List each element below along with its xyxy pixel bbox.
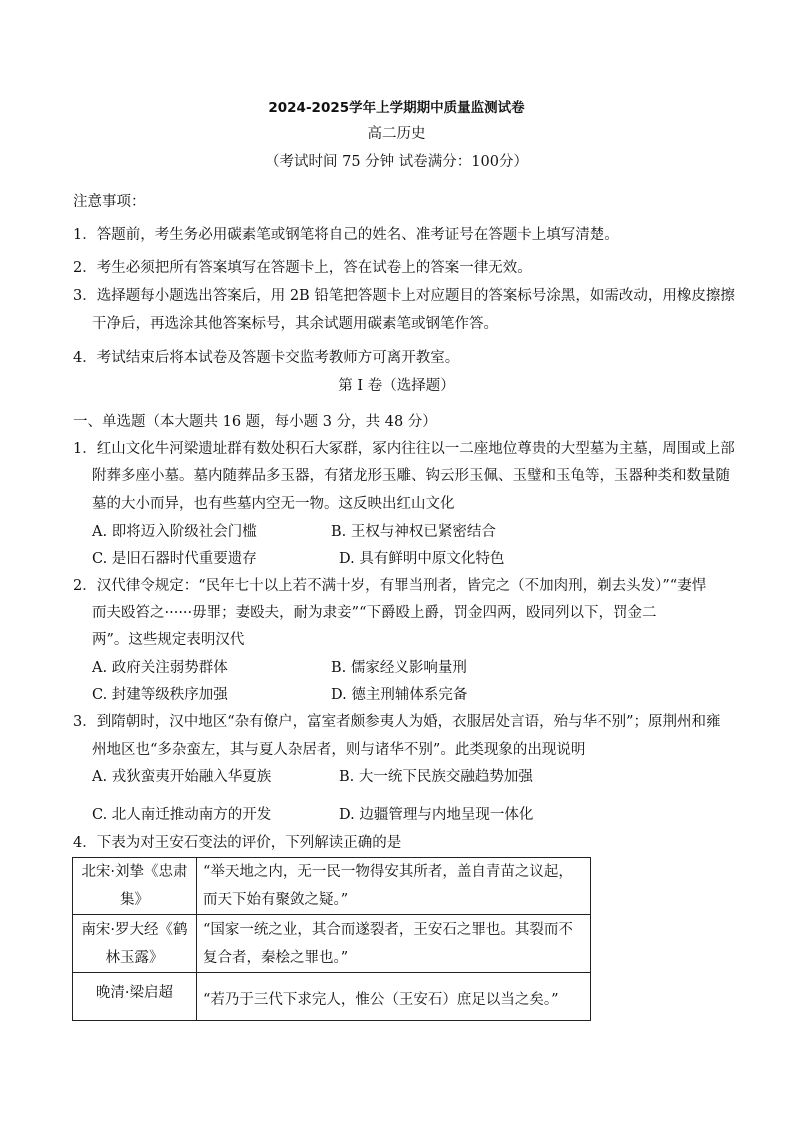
table-row bbox=[73, 973, 591, 1021]
q2-stem-line-1: 2．汉代律令规定：“民年七十以上若不满十岁，有罪当刑者，皆完之（不加肉刑，剃去头发）”“妻悍 bbox=[73, 578, 707, 594]
q1-stem-line-1: 1．红山文化牛河梁遗址群有数处积石大冢群，冢内往往以一二座地位尊贵的大型墓为主墓，周围或上部 bbox=[73, 441, 735, 457]
q2-stem-line-2: 而夫殴笞之······毋罪；妻殴夫，耐为隶妾”“下爵殴上爵，罚金四两，殴同列以下，罚金二 bbox=[92, 605, 657, 621]
q2-option-b: B. 儒家经义影响量刑 bbox=[331, 660, 467, 676]
part-title: 第 I 卷（选择题） bbox=[338, 378, 455, 394]
q1-stem-line-3: 墓的大小而异，也有些墓内空无一物。这反映出红山文化 bbox=[92, 496, 455, 512]
q1-option-b: B. 王权与神权已紧密结合 bbox=[331, 524, 496, 540]
evaluation-table bbox=[72, 857, 591, 1021]
note-3-line-1: 3．选择题每小题选出答案后，用 2B 铅笔把答题卡上对应题目的答案标号涂黑，如需改动，用橡皮擦擦 bbox=[73, 288, 735, 304]
q3-stem-line-1: 3．到隋朝时，汉中地区“杂有僚户，富室者颇参夷人为婚，衣服居处言语，殆与华不别”；原荆州和雍 bbox=[73, 714, 721, 730]
q4-stem: 4．下表为对王安石变法的评价，下列解读正确的是 bbox=[73, 835, 402, 851]
q1-option-a: A. 即将迈入阶级社会门槛 bbox=[92, 524, 257, 540]
q1-option-c: C. 是旧石器时代重要遗存 bbox=[92, 551, 257, 567]
exam-title: 2024-2025学年上学期期中质量监测试卷 bbox=[268, 100, 525, 116]
q2-option-d: D. 德主刑辅体系完备 bbox=[331, 687, 468, 703]
q1-option-d: D. 具有鲜明中原文化特色 bbox=[339, 551, 505, 567]
table-cell-quote: “若乃于三代下求完人，惟公（王安石）庶足以当之矣。” bbox=[197, 973, 591, 1021]
q3-option-d: D. 边疆管理与内地呈现一体化 bbox=[339, 807, 534, 823]
note-2: 2．考生必须把所有答案填写在答题卡上，答在试卷上的答案一律无效。 bbox=[73, 260, 532, 276]
table-cell-quote: “举天地之内，无一民一物得安其所者，盖自青苗之议起，而天下始有聚敛之疑。” bbox=[197, 858, 591, 915]
table-row bbox=[73, 915, 591, 973]
q3-option-c: C. 北人南迁推动南方的开发 bbox=[92, 807, 272, 823]
section-heading: 一、单选题（本大题共 16 题，每小题 3 分，共 48 分） bbox=[73, 414, 437, 430]
note-1: 1．答题前，考生务必用碳素笔或钢笔将自己的姓名、准考证号在答题卡上填写清楚。 bbox=[73, 227, 619, 243]
table-row bbox=[73, 858, 591, 915]
q3-stem-line-2: 州地区也“多杂蛮左，其与夏人杂居者，则与诸华不别”。此类现象的出现说明 bbox=[92, 742, 586, 758]
table-cell-source: 北宋·刘挚《忠肃集》 bbox=[73, 858, 197, 915]
q1-stem-line-2: 附葬多座小墓。墓内随葬品多玉器，有猪龙形玉雕、钩云形玉佩、玉璧和玉龟等，玉器种类和数量随 bbox=[92, 468, 730, 484]
exam-info: （考试时间 75 分钟 试卷满分：100分） bbox=[265, 154, 528, 170]
q2-option-c: C. 封建等级秩序加强 bbox=[92, 687, 228, 703]
table-cell-source: 晚清·梁启超 bbox=[73, 973, 197, 1021]
note-4: 4．考试结束后将本试卷及答题卡交监考教师方可离开教室。 bbox=[73, 350, 460, 366]
q3-option-b: B. 大一统下民族交融趋势加强 bbox=[339, 769, 533, 785]
notes-heading: 注意事项： bbox=[73, 194, 146, 210]
note-3-line-2: 干净后，再选涂其他答案标号，其余试题用碳素笔或钢笔作答。 bbox=[92, 316, 498, 332]
table-cell-quote: “国家一统之业，其合而遂裂者，王安石之罪也。其裂而不复合者，秦桧之罪也。” bbox=[197, 915, 591, 973]
q2-stem-line-3: 两”。这些规定表明汉代 bbox=[92, 632, 245, 648]
table-cell-source: 南宋·罗大经《鹤林玉露》 bbox=[73, 915, 197, 973]
subject-title: 高二历史 bbox=[367, 126, 426, 142]
q3-option-a: A. 戎狄蛮夷开始融入华夏族 bbox=[92, 769, 272, 785]
q2-option-a: A. 政府关注弱势群体 bbox=[92, 660, 228, 676]
